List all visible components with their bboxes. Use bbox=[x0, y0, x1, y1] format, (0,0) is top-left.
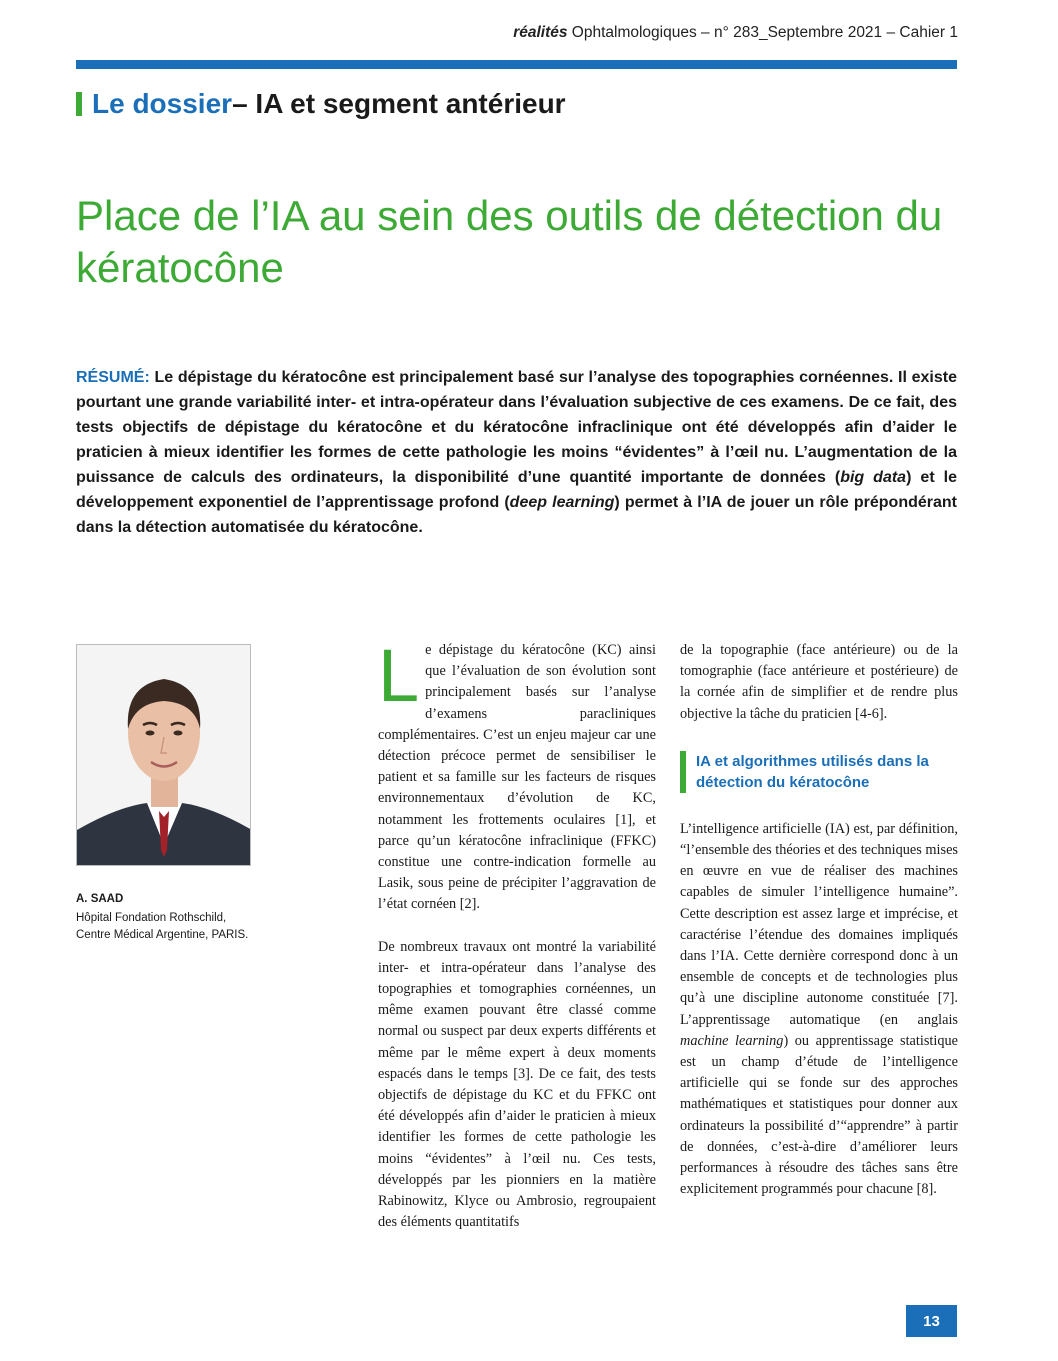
subsection-title: IA et algorithmes utilisés dans la détection du kératocône bbox=[696, 752, 929, 791]
body-column-2 bbox=[680, 640, 958, 1200]
page-number: 13 bbox=[906, 1305, 957, 1337]
author-affiliation-line2: Centre Médical Argentine, PARIS. bbox=[76, 929, 249, 941]
subsection-marker bbox=[680, 751, 686, 793]
subsection-heading bbox=[680, 751, 958, 793]
abstract-text-2: ) et le développement exponentiel de l’apprentissage profond ( bbox=[76, 469, 958, 511]
section-heading bbox=[76, 88, 566, 120]
abstract-label: RÉSUMÉ: bbox=[76, 369, 150, 386]
paragraph-text: e dépistage du kératocône (KC) ainsi que l’évaluation de son évolution sont principalement basés sur l’analyse d’examens paracliniques complémentaires. C’est un enjeu majeur car une détection précoce permet de sensibiliser le patient et sa famille sur les facteurs de risques environnementaux d’évolution de KC, notamment les frottements oculaires [1], et parce qu’un kératocône infraclinique (FFKC) constitue une contre-indication formelle au Lasik, sous peine de précipiter l’aggravation de l’état cornéen [2]. bbox=[378, 642, 656, 913]
author-affiliation-line1: Hôpital Fondation Rothschild, bbox=[76, 912, 227, 924]
running-header bbox=[513, 24, 958, 42]
body-paragraph bbox=[378, 634, 656, 916]
abstract-italic-2: deep learning bbox=[509, 494, 615, 511]
author-photo bbox=[76, 644, 251, 866]
section-marker bbox=[76, 92, 82, 116]
body-column-1 bbox=[378, 634, 656, 1233]
paragraph-text: ) ou apprentissage statistique est un champ d’étude de l’intelligence artificielle qui se fonde sur des approches mathématiques et statistiques pour donner aux ordinateurs la possibilité d’“apprendre” à partir de données, c’est-à-dire d’améliorer leurs performances à résoudre des tâches sans être explicitement programmés pour chacune [8]. bbox=[680, 1032, 958, 1198]
author-affiliation bbox=[76, 910, 336, 944]
paragraph-gap bbox=[378, 916, 656, 937]
journal-issue: Ophtalmologiques – n° 283_Septembre 2021 – Cahier 1 bbox=[567, 24, 958, 41]
paragraph-italic: machine learning bbox=[680, 1032, 784, 1049]
drop-cap: L bbox=[378, 634, 420, 717]
abstract-italic-1: big data bbox=[840, 469, 907, 486]
author-portrait bbox=[77, 645, 251, 866]
body-paragraph: De nombreux travaux ont montré la variabilité inter- et intra-opérateur dans l’analyse des topographies et tomographies cornéennes, un même examen pouvant être classé comme normal ou suspect par deux experts différents et même par le même expert à deux moments espacés dans le temps [3]. De ce fait, des tests objectifs de dépistage du KC et du FFKC ont été développés afin d’aider le praticien à mieux identifier les formes de cette pathologie les moins “évidentes” à l’œil nu. Ces tests, développés par les pionniers en la matière Rabinowitz, Klyce ou Ambrosio, regroupaient des éléments quantitatifs bbox=[378, 938, 656, 1231]
article-title: Place de l’IA au sein des outils de détection du kératocône bbox=[76, 192, 943, 291]
section-topic: – IA et segment antérieur bbox=[232, 88, 566, 119]
abstract-text-3: ) permet à l’IA de jouer un rôle prépondérant dans la détection automatisée du kératocône. bbox=[76, 494, 958, 536]
body-paragraph bbox=[680, 819, 958, 1201]
section-label: Le dossier bbox=[92, 88, 233, 119]
abstract bbox=[76, 365, 957, 540]
body-paragraph: de la topographie (face antérieure) ou de la tomographie (face antérieure et postérieure) de la cornée afin de simplifier et de rendre plus objective la tâche du praticien [4-6]. bbox=[680, 642, 958, 722]
author-name: A. SAAD bbox=[76, 893, 124, 905]
paragraph-text: L’intelligence artificielle (IA) est, par définition, “l’ensemble des théories et des techniques mises en œuvre en vue de réaliser des machines capables de simuler l’intelligence humaine”. Cette description est assez large et imprécise, et caractérise l’étendue des domaines impliqués dans l’IA. Cette dernière correspond donc à un ensemble de concepts et de technologies plus qu’à une discipline autonome constituée [7]. L’apprentissage automatique (en anglais bbox=[680, 820, 958, 1028]
header-rule bbox=[76, 60, 957, 69]
journal-brand: réalités bbox=[513, 24, 568, 41]
abstract-text-1: Le dépistage du kératocône est principalement basé sur l’analyse des topographies cornéennes. Il existe pourtant une grande variabilité inter- et intra-opérateur dans l’évaluation subjective de ces examens. De ce fait, des tests objectifs de dépistage du kératocône et du kératocône infraclinique ont été développés afin d’aider le praticien à mieux identifier les formes de cette pathologie les moins “évidentes” à l’œil nu. L’augmentation de la puissance de calculs des ordinateurs, la disponibilité d’une quantité importante de données ( bbox=[76, 369, 957, 486]
